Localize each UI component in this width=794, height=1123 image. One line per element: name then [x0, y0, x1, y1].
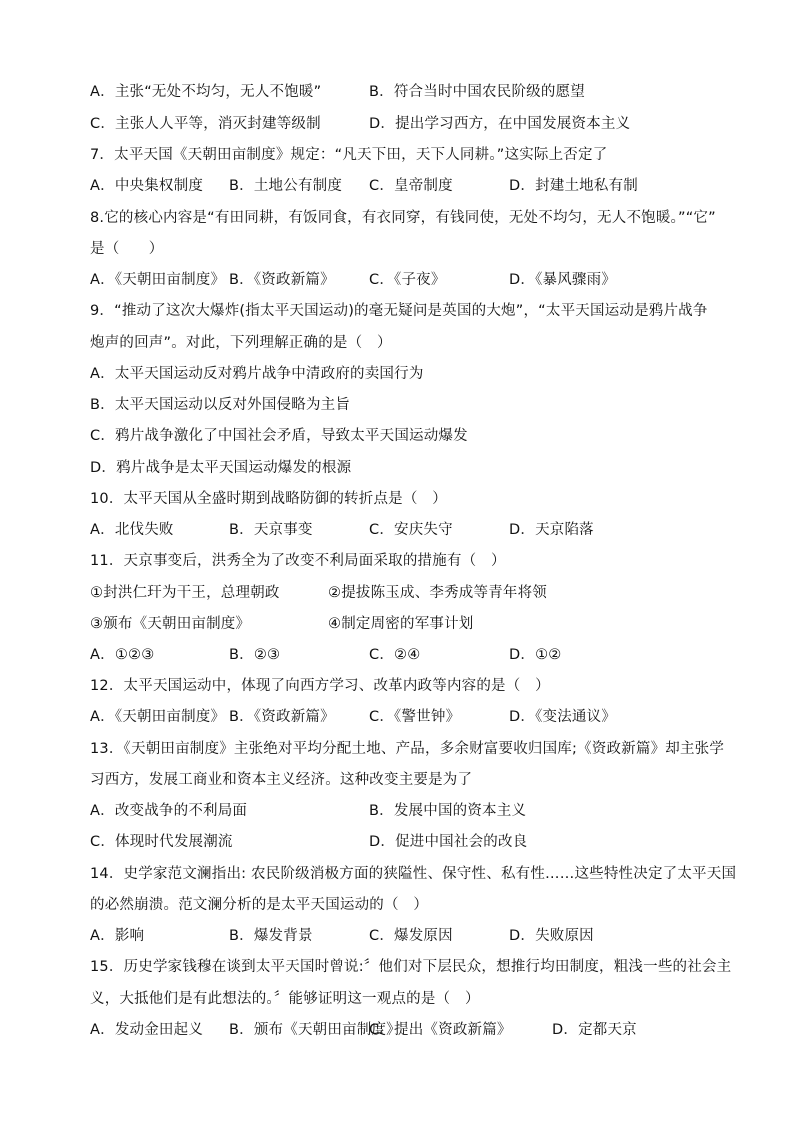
- answer-option: A．《天朝田亩制度》: [90, 709, 226, 725]
- answer-option: D．《变法通议》: [509, 709, 617, 725]
- answer-option: C．皇帝制度: [369, 178, 453, 194]
- answer-option: ②提拔陈玉成、李秀成等青年将领: [328, 585, 547, 601]
- answer-option: D．天京陷落: [509, 522, 594, 538]
- answer-option: B．天京事变: [229, 522, 313, 538]
- answer-option: B．爆发背景: [229, 928, 313, 944]
- answer-option: B．土地公有制度: [229, 178, 343, 194]
- answer-option: C．主张人人平等，消灭封建等级制: [90, 116, 321, 132]
- text-line: 14．史学家范文澜指出: 农民阶级消极方面的狭隘性、保守性、私有性……这些特性决定了太平天国: [90, 866, 737, 882]
- text-line: A．太平天国运动反对鸦片战争中清政府的卖国行为: [90, 366, 424, 382]
- answer-option: B．颁布《天朝田亩制度》: [229, 1022, 401, 1038]
- answer-option: A．影响: [90, 928, 145, 944]
- answer-option: ③颁布《天朝田亩制度》: [90, 616, 251, 632]
- text-line: 8.它的核心内容是“有田同耕，有饭同食，有衣同穿，有钱同使，无处不均匀，无人不饱暖。”“它”: [90, 210, 716, 226]
- answer-option: B．符合当时中国农民阶级的愿望: [369, 84, 585, 100]
- answer-option: A．①②③: [90, 647, 155, 663]
- answer-option: ④制定周密的军事计划: [328, 616, 474, 632]
- answer-option: B．《资政新篇》: [229, 272, 335, 288]
- answer-option: A．主张“无处不均匀，无人不饱暖”: [90, 84, 322, 100]
- text-line: 的必然崩溃。范文澜分析的是太平天国运动的（ ）: [90, 897, 429, 913]
- text-line: 15．历史学家钱穆在谈到太平天国时曾说:〞他们对下层民众，想推行均田制度，粗浅一些的社会主: [90, 959, 732, 975]
- answer-option: B．发展中国的资本主义: [369, 803, 527, 819]
- text-line: 9．“推动了这次大爆炸(指太平天国运动)的毫无疑问是英国的大炮”，“太平天国运动是鸦片战争: [90, 303, 708, 319]
- answer-option: A．发动金田起义: [90, 1022, 204, 1038]
- answer-option: D．定都天京: [552, 1022, 637, 1038]
- answer-option: C．②④: [369, 647, 421, 663]
- text-line: 7．太平天国《天朝田亩制度》规定：“凡天下田，天下人同耕。”这实际上否定了: [90, 147, 608, 163]
- answer-option: A．中央集权制度: [90, 178, 204, 194]
- text-line: 13．《天朝田亩制度》主张绝对平均分配土地、产品，多余财富要收归国库;《资政新篇》却主张学: [90, 741, 725, 757]
- answer-option: D．提出学习西方，在中国发展资本主义: [369, 116, 631, 132]
- answer-option: D．封建土地私有制: [509, 178, 638, 194]
- answer-option: ①封洪仁玕为干王，总理朝政: [90, 585, 280, 601]
- answer-option: A．北伐失败: [90, 522, 174, 538]
- text-line: 习西方，发展工商业和资本主义经济。这种改变主要是为了: [90, 772, 473, 788]
- answer-option: C．《警世钟》: [369, 709, 461, 725]
- answer-option: C．安庆失守: [369, 522, 453, 538]
- text-line: 义，大抵他们是有此想法的。〞能够证明这一观点的是（ ）: [90, 991, 480, 1007]
- text-line: D．鸦片战争是太平天国运动爆发的根源: [90, 460, 352, 476]
- answer-option: A．改变战争的不利局面: [90, 803, 248, 819]
- answer-option: C．提出《资政新篇》: [369, 1022, 512, 1038]
- answer-option: D．①②: [509, 647, 562, 663]
- text-line: 11．天京事变后，洪秀全为了改变不利局面采取的措施有（ ）: [90, 553, 506, 569]
- answer-option: D．失败原因: [509, 928, 594, 944]
- answer-option: C．《子夜》: [369, 272, 446, 288]
- text-line: 12．太平天国运动中，体现了向西方学习、改革内政等内容的是（ ）: [90, 678, 550, 694]
- text-line: B．太平天国运动以反对外国侵略为主旨: [90, 397, 351, 413]
- text-line: 10．太平天国从全盛时期到战略防御的转折点是（ ）: [90, 491, 447, 507]
- answer-option: C．体现时代发展潮流: [90, 834, 233, 850]
- answer-option: D．《暴风骤雨》: [509, 272, 617, 288]
- text-line: 炮声的回声”。对此，下列理解正确的是（ ）: [90, 335, 392, 351]
- answer-option: B．《资政新篇》: [229, 709, 335, 725]
- answer-option: B．②③: [229, 647, 281, 663]
- text-line: C．鸦片战争激化了中国社会矛盾，导致太平天国运动爆发: [90, 428, 468, 444]
- answer-option: C．爆发原因: [369, 928, 453, 944]
- answer-option: A．《天朝田亩制度》: [90, 272, 226, 288]
- answer-option: D．促进中国社会的改良: [369, 834, 528, 850]
- text-line: 是（ ）: [90, 241, 164, 257]
